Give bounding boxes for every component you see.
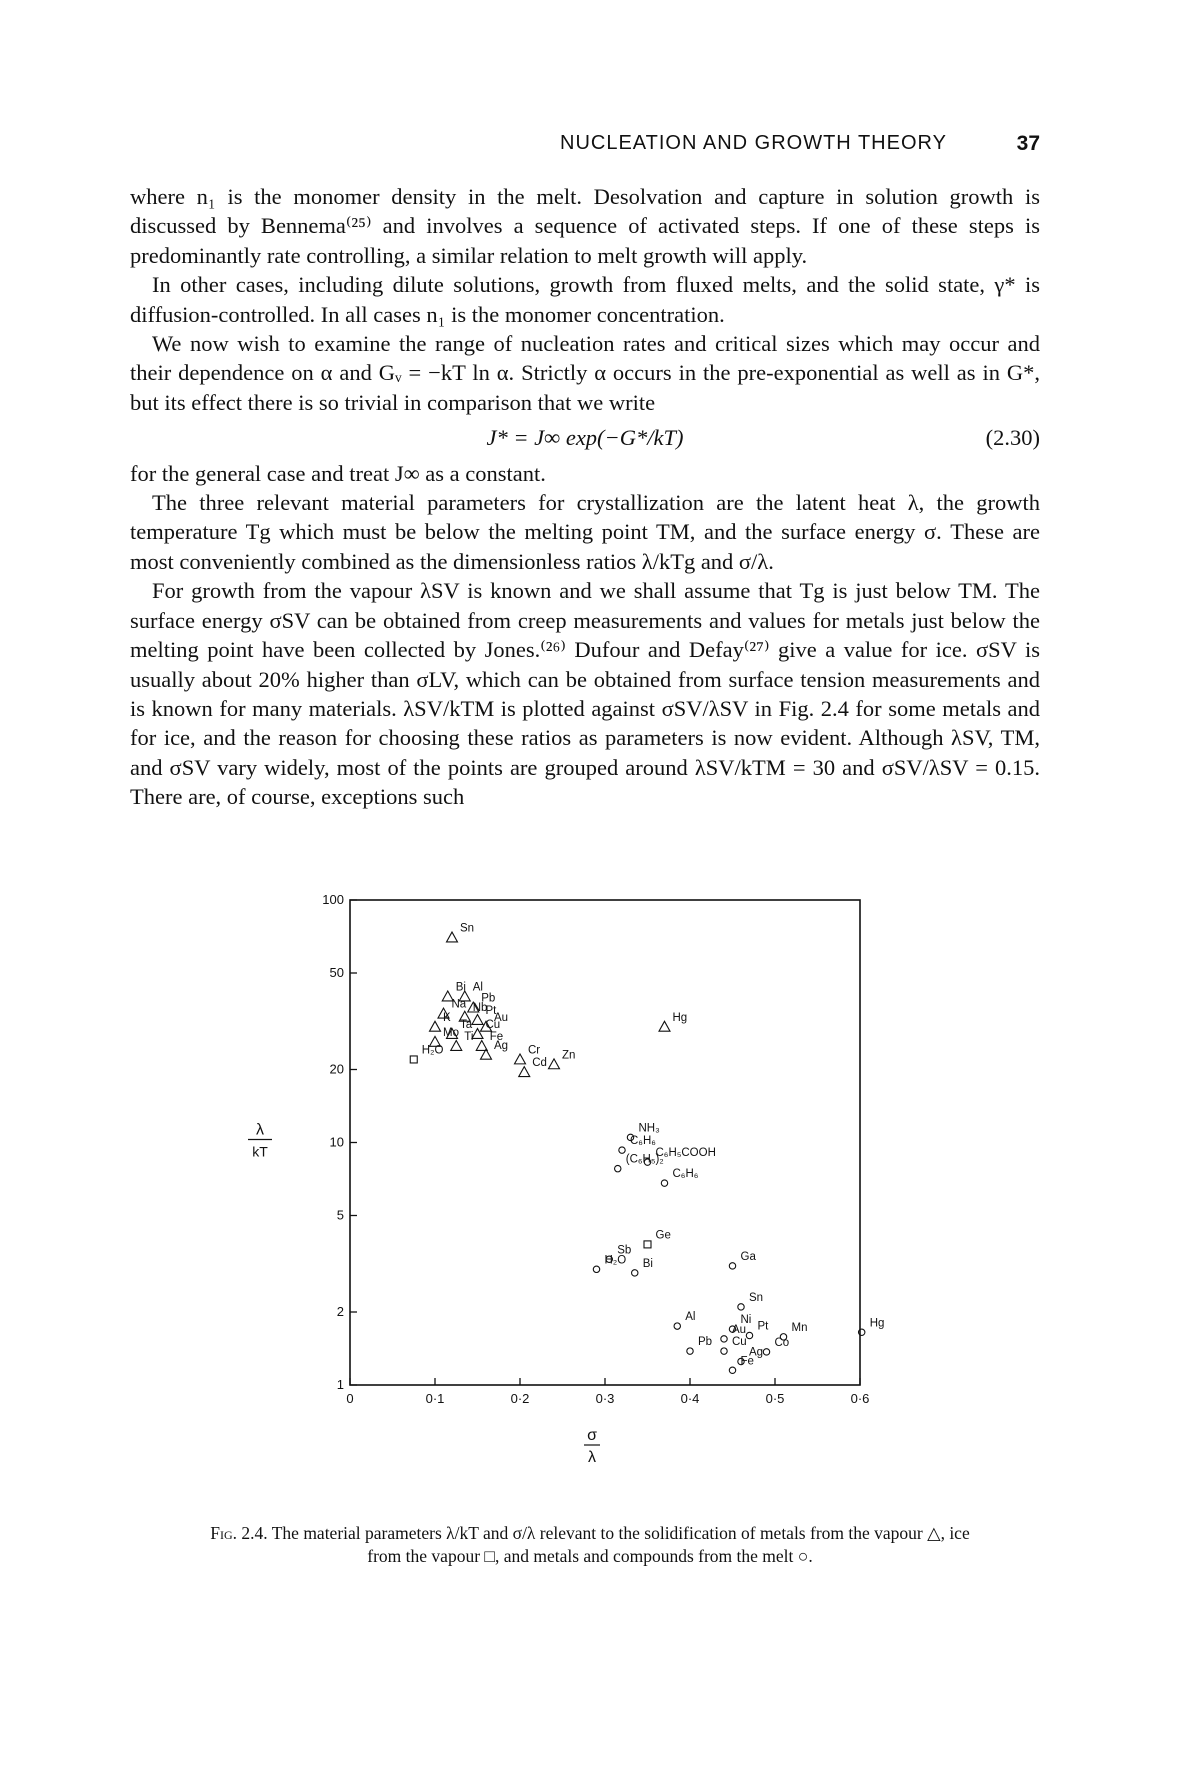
point-label: C₆H₅COOH xyxy=(655,1147,716,1160)
circle-marker xyxy=(593,1266,599,1272)
figure-2-4 xyxy=(240,880,1000,1466)
circle-marker xyxy=(729,1263,735,1269)
x-axis-label-denominator: λ xyxy=(588,1449,596,1466)
point-label: Ag xyxy=(749,1346,764,1359)
point-label: Ga xyxy=(740,1250,756,1263)
triangle-marker xyxy=(451,1040,462,1050)
point-label: Al xyxy=(685,1311,696,1324)
paragraph: In other cases, including dilute solutions, growth from fluxed melts, and the solid state, γ* is diffusion-controlled. In all cases n₁ is the monomer concentration. xyxy=(130,272,1040,327)
plot-frame xyxy=(350,900,860,1385)
paragraph: for the general case and treat J∞ as a constant. xyxy=(130,460,546,486)
circle-marker xyxy=(729,1367,735,1373)
point-label: C₆H₆ xyxy=(672,1168,699,1181)
point-label: Cu xyxy=(485,1019,501,1032)
point-label: (C₆H₅)₂ xyxy=(625,1153,664,1166)
y-tick-label: 2 xyxy=(336,1304,344,1320)
point-label: Hg xyxy=(869,1317,885,1330)
circle-marker xyxy=(721,1348,727,1354)
point-label: Fe xyxy=(489,1030,504,1043)
equation-number: (2.30) xyxy=(985,425,1040,451)
x-tick-label: 0·3 xyxy=(595,1391,615,1406)
circle-marker xyxy=(738,1304,744,1310)
x-axis-label-numerator: σ xyxy=(587,1427,597,1444)
paragraph: We now wish to examine the range of nucleation rates and critical sizes which may occur and their dependence on α and Gᵥ = −kT ln α. Strictly α occurs in the pre-exponential as well as in G*, but its effect there is so trivial in comparison that we write xyxy=(130,331,1040,415)
point-label: Pb xyxy=(481,992,496,1005)
x-tick-label: 0·4 xyxy=(680,1391,700,1406)
point-label: Nb xyxy=(472,1001,488,1014)
point-label: K xyxy=(443,1011,451,1024)
point-label: C₆H₆ xyxy=(630,1135,656,1148)
point-label: Ag xyxy=(494,1039,509,1052)
figure-caption xyxy=(200,1522,980,1568)
circle-marker xyxy=(763,1349,769,1355)
circle-marker xyxy=(746,1332,752,1338)
point-label: Cu xyxy=(732,1336,747,1349)
triangle-marker xyxy=(519,1067,530,1077)
point-label: Pt xyxy=(485,1005,497,1018)
scatter-chart xyxy=(240,880,1000,1466)
y-tick-label: 10 xyxy=(329,1134,344,1150)
point-label: Ge xyxy=(655,1229,671,1242)
y-tick-label: 5 xyxy=(336,1207,344,1223)
circle-marker xyxy=(615,1165,621,1171)
circle-marker xyxy=(619,1147,625,1153)
equation xyxy=(130,423,1040,452)
point-label: Mo xyxy=(443,1026,459,1039)
point-label: Co xyxy=(774,1336,790,1349)
circle-marker xyxy=(632,1270,638,1276)
point-label: Au xyxy=(732,1323,747,1336)
x-tick-label: 0·2 xyxy=(510,1391,530,1406)
point-label: Pb xyxy=(698,1336,713,1349)
paragraph: where n₁ is the monomer density in the melt. Desolvation and capture in solution growth is discussed by Bennema⁽²⁵⁾ and involves a sequence of activated steps. If one of these steps is predominantly rate controlling, a similar relation to melt growth will apply. xyxy=(130,184,1040,268)
point-label: Ti xyxy=(464,1030,474,1043)
triangle-marker xyxy=(472,1015,483,1025)
point-label: Au xyxy=(494,1011,509,1024)
x-tick-label: 0 xyxy=(346,1391,354,1406)
point-label: Sn xyxy=(749,1291,764,1304)
triangle-marker xyxy=(659,1021,670,1031)
running-title: NUCLEATION AND GROWTH THEORY xyxy=(560,132,947,154)
y-axis-label-denominator: kT xyxy=(252,1143,268,1160)
y-tick-label: 50 xyxy=(329,964,344,980)
circle-marker xyxy=(687,1348,693,1354)
page-number: 37 xyxy=(1016,132,1040,155)
point-label: Sn xyxy=(460,922,475,935)
square-marker xyxy=(644,1241,651,1248)
square-marker xyxy=(410,1056,417,1063)
circle-marker xyxy=(674,1323,680,1329)
y-tick-label: 100 xyxy=(322,892,344,907)
point-label: Sb xyxy=(617,1244,632,1257)
point-label: Hg xyxy=(672,1011,688,1024)
circle-marker xyxy=(661,1180,667,1186)
point-label: Cd xyxy=(532,1057,547,1070)
x-tick-label: 0·1 xyxy=(425,1391,445,1406)
triangle-marker xyxy=(430,1021,441,1031)
triangle-marker xyxy=(515,1054,526,1064)
point-label: Bi xyxy=(642,1257,653,1270)
point-label: H₂O xyxy=(421,1044,444,1057)
point-label: Ta xyxy=(460,1019,473,1032)
triangle-marker xyxy=(447,932,458,942)
point-label: Mn xyxy=(791,1321,808,1334)
point-label: NH₃ xyxy=(638,1122,660,1135)
triangle-marker xyxy=(549,1059,560,1069)
point-label: H₂O xyxy=(604,1254,627,1267)
point-label: Bi xyxy=(455,981,466,994)
y-axis-label-numerator: λ xyxy=(256,1121,264,1139)
point-label: Fe xyxy=(740,1355,754,1368)
x-tick-label: 0·6 xyxy=(850,1391,870,1406)
circle-marker xyxy=(721,1336,727,1342)
running-head xyxy=(560,132,1040,155)
point-label: Zn xyxy=(562,1049,576,1062)
point-label: Na xyxy=(451,998,467,1011)
equation-text: J* = J∞ exp(−G*/kT) xyxy=(486,425,684,451)
point-label: Cr xyxy=(528,1044,541,1057)
point-label: Ni xyxy=(740,1314,752,1327)
body-text xyxy=(130,182,1040,812)
point-label: Al xyxy=(472,981,483,994)
y-tick-label: 20 xyxy=(329,1061,344,1077)
point-label: Pt xyxy=(757,1320,769,1333)
paragraph: For growth from the vapour λSV is known and we shall assume that Tg is just below TM. The surface energy σSV can be obtained from creep measurements and values for metals just below the melting point have been collected by Jones.⁽²⁶⁾ Dufour and Defay⁽²⁷⁾ give a value for ice. σSV is usually about 20% higher than σLV, which can be obtained from surface tension measurements and is known for many materials. λSV/kTM is plotted against σSV/λSV in Fig. 2.4 for some metals and for ice, and the reason for choosing these ratios as parameters is now evident. Although λSV, TM, and σSV vary widely, most of the points are grouped around λSV/kTM = 30 and σSV/λSV = 0.15. There are, of course, exceptions such xyxy=(130,578,1040,810)
caption-text: The material parameters λ/kT and σ/λ relevant to the solidification of metals from the vapour △, ice from the vapour □, and metals and compounds from the melt ○. xyxy=(271,1523,970,1566)
y-tick-label: 1 xyxy=(336,1377,344,1392)
caption-label: Fig. 2.4. xyxy=(210,1523,268,1543)
paragraph: The three relevant material parameters for crystallization are the latent heat λ, the growth temperature Tg which must be below the melting point TM, and the surface energy σ. These are most conveniently combined as the dimensionless ratios λ/kTg and σ/λ. xyxy=(130,490,1040,574)
x-tick-label: 0·5 xyxy=(765,1391,785,1406)
